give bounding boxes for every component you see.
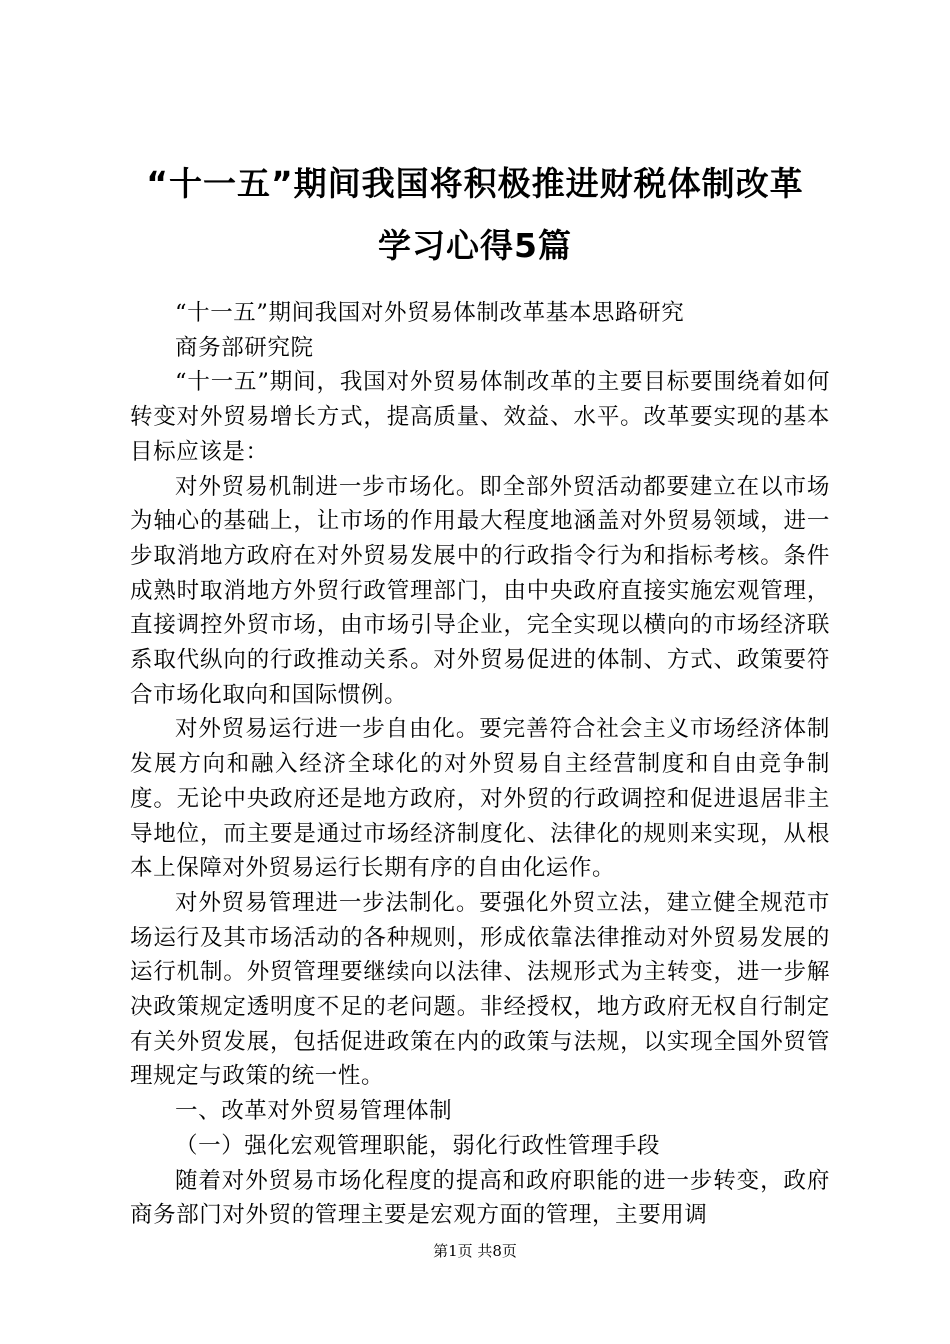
- paragraph-liberalization: 对外贸易运行进一步自由化。要完善符合社会主义市场经济体制发展方向和融入经济全球化的对外贸易自主经营制度和自由竞争制度。无论中央政府还是地方政府，对外贸的行政调控和促进退居非主导地位，而主要是通过市场经济制度化、法律化的规则来实现，从根本上保障对外贸易运行长期有序的自由化运作。: [130, 716, 830, 882]
- document-title-line-1: “十一五”期间我国将积极推进财税体制改革: [146, 164, 804, 203]
- section-heading: 一、改革对外贸易管理体制: [175, 1098, 453, 1125]
- paragraph-legalization: 对外贸易管理进一步法制化。要强化外贸立法，建立健全规范市场运行及其市场活动的各种规则，形成依靠法律推动对外贸易发展的运行机制。外贸管理要继续向以法律、法规形式为主转变，进一步解决政策规定透明度不足的老问题。非经授权，地方政府无权自行制定有关外贸发展，包括促进政策在内的政策与法规，以实现全国外贸管理规定与政策的统一性。: [130, 889, 830, 1090]
- paragraph-author: 商务部研究院: [175, 334, 314, 361]
- subsection-heading: （一）强化宏观管理职能，弱化行政性管理手段: [175, 1132, 661, 1159]
- paragraph-intro: “十一五”期间，我国对外贸易体制改革的主要目标要围绕着如何转变对外贸易增长方式，提高质量、效益、水平。改革要实现的基本目标应该是：: [130, 369, 830, 465]
- document-body: [130, 296, 830, 1233]
- document-title-line-2: 学习心得5篇: [378, 226, 572, 265]
- paragraph-marketization: 对外贸易机制进一步市场化。即全部外贸活动都要建立在以市场为轴心的基础上，让市场的作用最大程度地涵盖对外贸易领域，进一步取消地方政府在对外贸易发展中的行政指令行为和指标考核。条件成熟时取消地方外贸行政管理部门，由中央政府直接实施宏观管理，直接调控外贸市场，由市场引导企业，完全实现以横向的市场经济联系取代纵向的行政推动关系。对外贸易促进的体制、方式、政策要符合市场化取向和国际惯例。: [130, 473, 830, 708]
- paragraph-subtitle: “十一五”期间我国对外贸易体制改革基本思路研究: [175, 300, 685, 326]
- paragraph-macro-management: 随着对外贸易市场化程度的提高和政府职能的进一步转变，政府商务部门对外贸的管理主要是宏观方面的管理，主要用调: [130, 1167, 830, 1229]
- page-number-footer: 第1页 共8页: [433, 1242, 517, 1260]
